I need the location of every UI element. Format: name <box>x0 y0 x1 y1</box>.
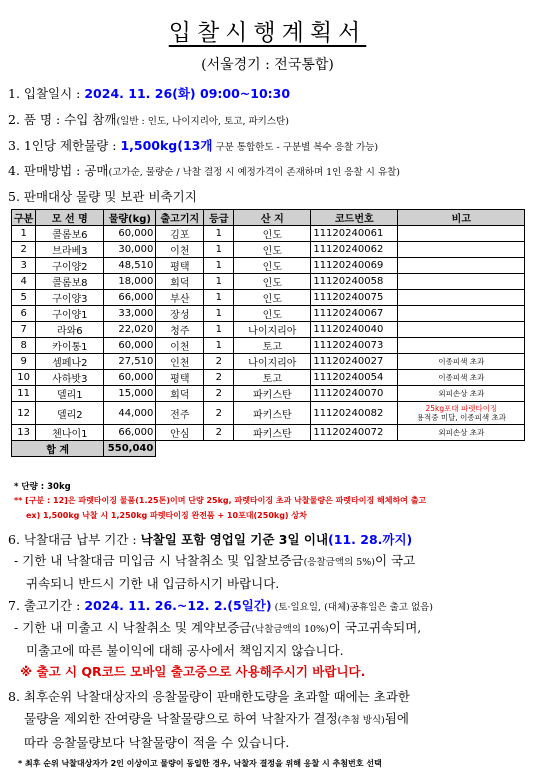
table-row <box>12 354 525 370</box>
cell-grade: 1 <box>204 242 234 258</box>
empty-cell <box>311 441 398 457</box>
table-row <box>12 370 525 386</box>
cell-qty: 15,000 <box>104 386 156 402</box>
total-qty: 550,040 <box>104 441 156 457</box>
col-header-base: 출고기지 <box>156 210 204 226</box>
cell-origin: 인도 <box>234 226 311 242</box>
cell-code: 11120240062 <box>311 242 398 258</box>
cell-no: 5 <box>12 290 36 306</box>
cell-ship: 구이양3 <box>36 290 104 306</box>
cell-no: 8 <box>12 338 36 354</box>
cell-origin: 인도 <box>234 306 311 322</box>
cell-grade: 1 <box>204 338 234 354</box>
empty-cell <box>398 441 525 457</box>
cell-origin: 토고 <box>234 338 311 354</box>
table-row <box>12 322 525 338</box>
cell-code: 11120240067 <box>311 306 398 322</box>
cell-origin: 토고 <box>234 370 311 386</box>
col-header-grade: 등급 <box>204 210 234 226</box>
cell-grade: 1 <box>204 322 234 338</box>
document-title: 입찰시행계획서 <box>168 20 367 46</box>
section-stock: 5. 판매대상 물량 및 보관 비축기지 <box>8 189 197 204</box>
cell-note <box>398 354 525 370</box>
table-row <box>12 386 525 402</box>
cell-ship: 구이양1 <box>36 306 104 322</box>
cell-grade: 2 <box>204 402 234 425</box>
cell-note <box>398 425 525 441</box>
cell-origin: 인도 <box>234 290 311 306</box>
cell-code: 11120240082 <box>311 402 398 425</box>
payment-date: (11. 28.까지) <box>328 532 413 547</box>
section-product: 2. 품 명 : 수입 참깨(일반 : 인도, 나이지리아, 토고, 파키스탄) <box>8 112 289 127</box>
cell-note-pallet: 25kg포대 파렛타이징 <box>425 404 498 413</box>
cell-base: 전주 <box>156 402 204 425</box>
cell-qty: 66,000 <box>104 425 156 441</box>
payment-warning: - 기한 내 낙찰대금 미입금 시 낙찰취소 및 입찰보증금(응찰금액의 5%)이 국고 귀속되니 반드시 기한 내 입금하시기 바랍니다. <box>14 553 416 591</box>
cell-note-text: 외피손상 초과 <box>438 428 485 437</box>
stock-table <box>11 209 525 457</box>
cell-grade: 1 <box>204 306 234 322</box>
cell-code: 11120240069 <box>311 258 398 274</box>
cell-grade: 2 <box>204 370 234 386</box>
section-method: 4. 판매방법 : 공매(고가순, 물량순 / 낙찰 결정 시 예정가격이 존재하며 1인 응찰 시 유찰) <box>8 163 401 178</box>
table-row <box>12 290 525 306</box>
limit-value: 1,500kg(13개 <box>120 138 213 153</box>
cell-ship: 구이양2 <box>36 258 104 274</box>
cell-grade: 1 <box>204 226 234 242</box>
cell-origin: 파키스탄 <box>234 386 311 402</box>
cell-grade: 1 <box>204 258 234 274</box>
cell-qty: 44,000 <box>104 402 156 425</box>
cell-grade: 2 <box>204 354 234 370</box>
col-header-no: 구분 <box>12 210 36 226</box>
cell-base: 회덕 <box>156 386 204 402</box>
cell-code: 11120240061 <box>311 226 398 242</box>
cell-code: 11120240072 <box>311 425 398 441</box>
cell-note <box>398 370 525 386</box>
cell-no: 9 <box>12 354 36 370</box>
cell-no: 12 <box>12 402 36 425</box>
table-row <box>12 402 525 425</box>
cell-code: 11120240075 <box>311 290 398 306</box>
cell-base: 평택 <box>156 258 204 274</box>
bid-date-value: 2024. 11. 26(화) 09:00~10:30 <box>84 86 291 101</box>
cell-note <box>398 306 525 322</box>
empty-cell <box>204 441 234 457</box>
document-subtitle: (서울경기 : 전국통합) <box>201 57 334 73</box>
cell-grade: 1 <box>204 274 234 290</box>
table-row <box>12 226 525 242</box>
cell-note <box>398 386 525 402</box>
cell-grade: 1 <box>204 290 234 306</box>
empty-cell <box>156 441 204 457</box>
table-row <box>12 425 525 441</box>
cell-base: 인천 <box>156 354 204 370</box>
col-header-origin: 산 지 <box>234 210 311 226</box>
section-limit: 3. 1인당 제한물량 : 1,500kg(13개 구분 통합한도 - 구분별 복수 응찰 가능) <box>8 138 379 153</box>
cell-no: 11 <box>12 386 36 402</box>
table-total-row <box>12 441 525 457</box>
col-header-qty: 물량(kg) <box>104 210 156 226</box>
cell-no: 10 <box>12 370 36 386</box>
table-row <box>12 258 525 274</box>
cell-base: 안심 <box>156 425 204 441</box>
cell-grade: 2 <box>204 425 234 441</box>
cell-code: 11120240054 <box>311 370 398 386</box>
cell-qty: 66,000 <box>104 290 156 306</box>
col-header-note: 비고 <box>398 210 525 226</box>
table-row <box>12 274 525 290</box>
section-bid-date: 1. 입찰일시 : 2024. 11. 26(화) 09:00~10:30 <box>8 86 291 101</box>
cell-note <box>398 242 525 258</box>
cell-no: 3 <box>12 258 36 274</box>
cell-no: 6 <box>12 306 36 322</box>
cell-ship: 델리1 <box>36 386 104 402</box>
cell-note <box>398 226 525 242</box>
table-row <box>12 306 525 322</box>
cell-no: 4 <box>12 274 36 290</box>
cell-code: 11120240058 <box>311 274 398 290</box>
cell-note-text: 용적중 미달, 이종피색 초과 <box>416 413 506 422</box>
cell-base: 김포 <box>156 226 204 242</box>
cell-ship: 첸나이1 <box>36 425 104 441</box>
cell-code: 11120240040 <box>311 322 398 338</box>
cell-note-text: 이종피색 초과 <box>438 357 485 366</box>
cell-qty: 27,510 <box>104 354 156 370</box>
cell-ship: 사하밧3 <box>36 370 104 386</box>
col-header-code: 코드번호 <box>311 210 398 226</box>
release-period: 2024. 11. 26.~12. 2.(5일간) <box>84 598 272 613</box>
cell-note-text: 외피손상 초과 <box>438 389 485 398</box>
cell-origin: 나이지리아 <box>234 322 311 338</box>
cell-ship: 카이통1 <box>36 338 104 354</box>
cell-no: 2 <box>12 242 36 258</box>
table-row <box>12 242 525 258</box>
cell-origin: 인도 <box>234 274 311 290</box>
cell-no: 13 <box>12 425 36 441</box>
payment-deadline: 낙찰일 포함 영업일 기준 3일 이내 <box>140 532 329 547</box>
cell-origin: 인도 <box>234 258 311 274</box>
cell-base: 평택 <box>156 370 204 386</box>
section-payment: 6. 낙찰대금 납부 기간 : 낙찰일 포함 영업일 기준 3일 이내(11. 28.까지) <box>8 532 413 547</box>
cell-origin: 파키스탄 <box>234 402 311 425</box>
cell-base: 이천 <box>156 242 204 258</box>
cell-note <box>398 402 525 425</box>
cell-no: 7 <box>12 322 36 338</box>
note-pallet-example: ex) 1,500kg 낙찰 시 1,250kg 파렛타이징 완전품 + 10포대(250kg) 상차 <box>26 511 307 520</box>
lottery-footnote: * 최후 순위 낙찰대상자가 2인 이상이고 물량이 동일한 경우, 낙찰자 결정을 위해 응찰 시 추첨번호 선택 <box>18 759 382 768</box>
cell-note <box>398 258 525 274</box>
col-header-ship: 모 선 명 <box>36 210 104 226</box>
section-release: 7. 출고기간 : 2024. 11. 26.~12. 2.(5일간) (토·일요일, (대체)공휴일은 출고 없음) <box>8 598 434 613</box>
release-warning: - 기한 내 미출고 시 낙찰취소 및 계약보증금(낙찰금액의 10%)이 국고귀속되며, 미출고에 따른 불이익에 대해 공사에서 책임지지 않습니다. <box>14 620 422 658</box>
cell-base: 회덕 <box>156 274 204 290</box>
cell-qty: 48,510 <box>104 258 156 274</box>
cell-ship: 라와6 <box>36 322 104 338</box>
cell-ship: 셈페나2 <box>36 354 104 370</box>
cell-ship: 콜롬보8 <box>36 274 104 290</box>
cell-code: 11120240027 <box>311 354 398 370</box>
cell-ship: 콜롬보6 <box>36 226 104 242</box>
cell-qty: 60,000 <box>104 370 156 386</box>
note-pallet: ** [구분 : 12]은 파렛타이징 물품(1.25톤)이며 단량 25kg, 파렛타이징 초과 낙찰물량은 파렛타이징 해체하여 출고 <box>14 496 427 505</box>
cell-qty: 60,000 <box>104 338 156 354</box>
cell-base: 이천 <box>156 338 204 354</box>
cell-qty: 30,000 <box>104 242 156 258</box>
total-label: 합 계 <box>12 441 104 457</box>
cell-qty: 22,020 <box>104 322 156 338</box>
cell-code: 11120240073 <box>311 338 398 354</box>
note-unit: * 단량 : 30kg <box>14 482 71 492</box>
cell-origin: 나이지리아 <box>234 354 311 370</box>
cell-note <box>398 338 525 354</box>
empty-cell <box>234 441 311 457</box>
cell-code: 11120240070 <box>311 386 398 402</box>
cell-base: 청주 <box>156 322 204 338</box>
cell-base: 장성 <box>156 306 204 322</box>
cell-qty: 60,000 <box>104 226 156 242</box>
table-header-row <box>12 210 525 226</box>
cell-qty: 33,000 <box>104 306 156 322</box>
cell-origin: 인도 <box>234 242 311 258</box>
cell-ship: 델리2 <box>36 402 104 425</box>
cell-note-text: 이종피색 초과 <box>438 373 485 382</box>
cell-origin: 파키스탄 <box>234 425 311 441</box>
cell-base: 부산 <box>156 290 204 306</box>
cell-note <box>398 274 525 290</box>
section-lottery: 8. 최후순위 낙찰대상자의 응찰물량이 판매한도량을 초과할 때에는 초과한 물량을 제외한 잔여량을 낙찰물량으로 하여 낙찰자가 결정(추첨 방식)됨에 따라 응찰물량보다 낙찰물량이 적을 수 있습니다. <box>8 689 410 750</box>
cell-note <box>398 322 525 338</box>
cell-qty: 18,000 <box>104 274 156 290</box>
cell-ship: 브라베3 <box>36 242 104 258</box>
table-row <box>12 338 525 354</box>
cell-note <box>398 290 525 306</box>
cell-no: 1 <box>12 226 36 242</box>
cell-grade: 2 <box>204 386 234 402</box>
qr-code-notice: ※ 출고 시 QR코드 모바일 출고증으로 사용해주시기 바랍니다. <box>20 664 366 679</box>
